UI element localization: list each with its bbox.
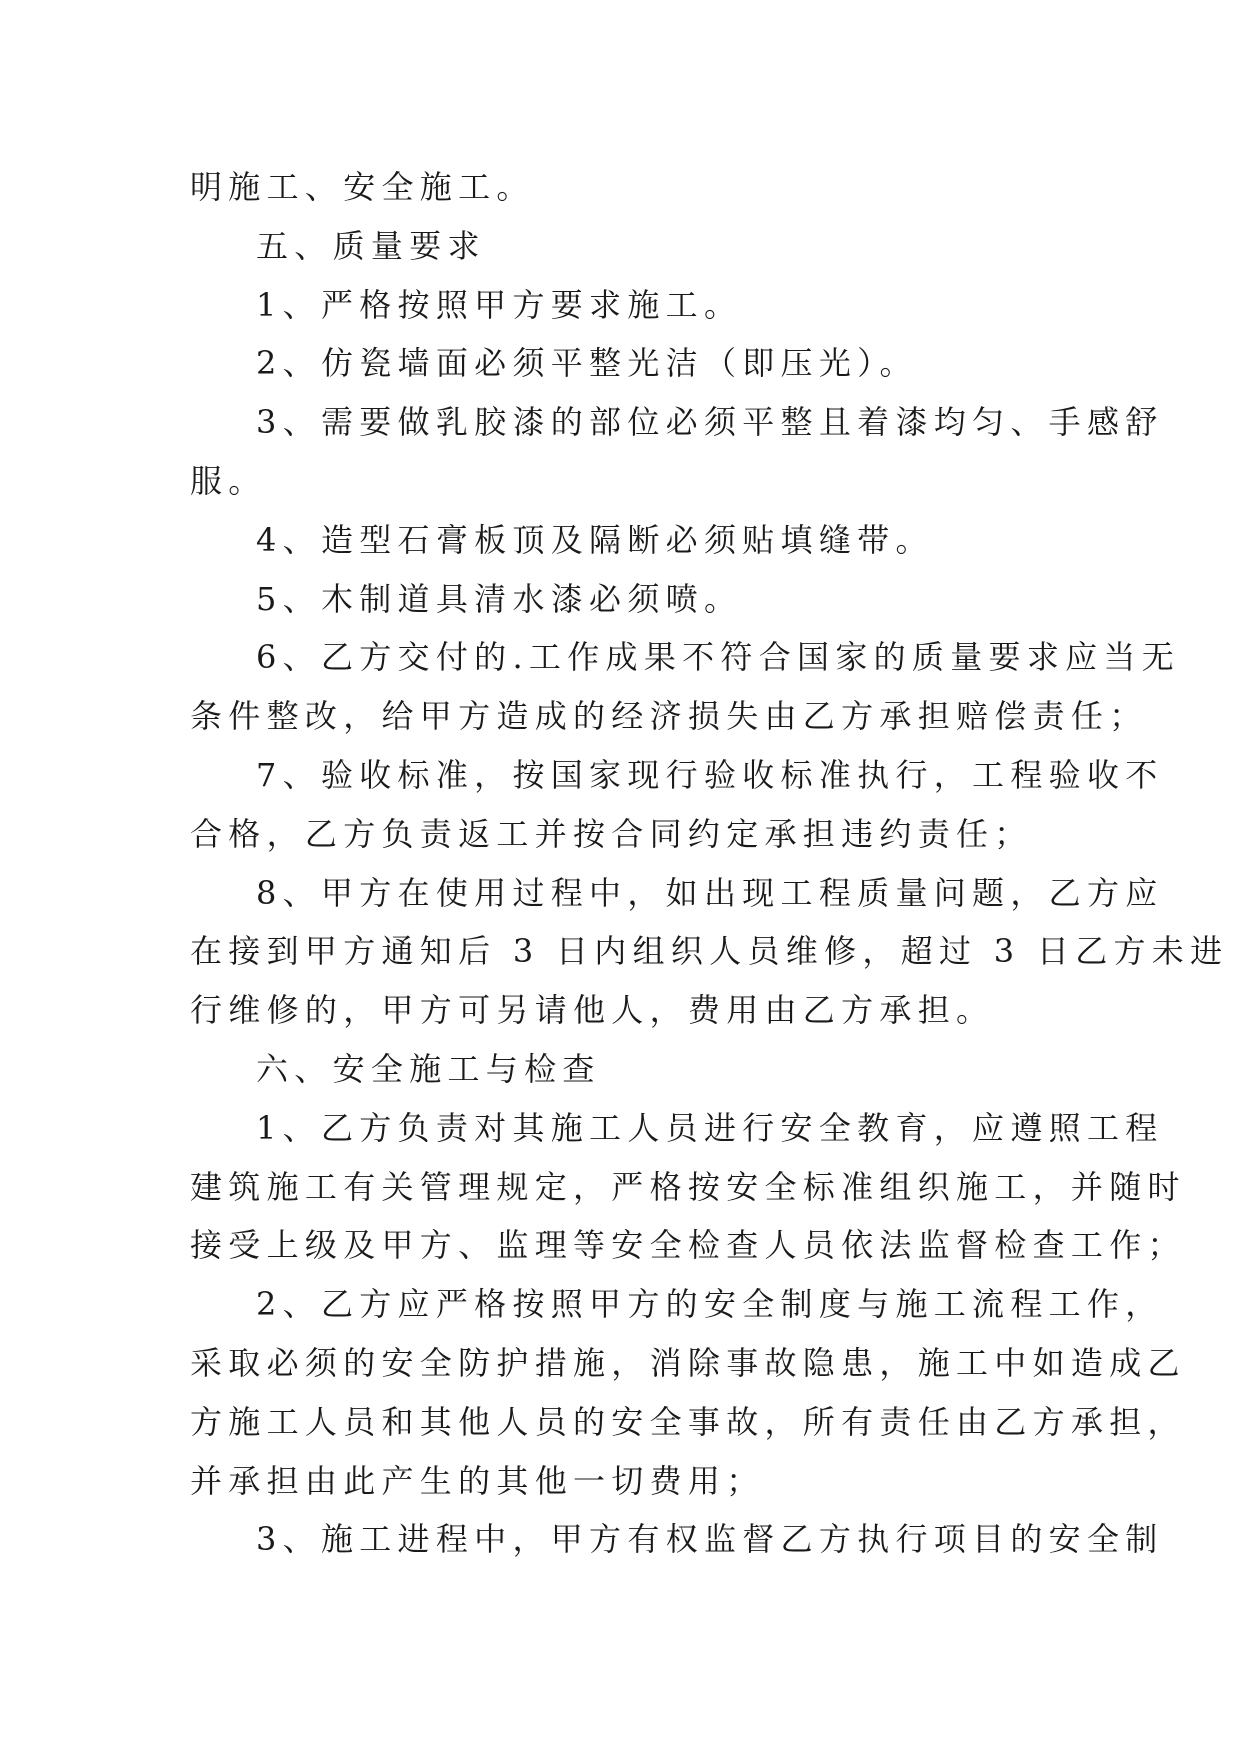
text-line: 3、需要做乳胶漆的部位必须平整且着漆均匀、手感舒 bbox=[256, 403, 1164, 442]
text-line: 并承担由此产生的其他一切费用； bbox=[190, 1461, 765, 1500]
text-line: 1、严格按照甲方要求施工。 bbox=[256, 285, 743, 324]
text-line: 在接到甲方通知后 3 日内组织人员维修，超过 3 日乙方未进 bbox=[190, 932, 1229, 971]
section-heading: 五、质量要求 bbox=[256, 226, 486, 265]
text-line: 5、木制道具清水漆必须喷。 bbox=[256, 579, 743, 618]
text-line: 行维修的，甲方可另请他人，费用由乙方承担。 bbox=[190, 991, 995, 1030]
text-line: 明施工、安全施工。 bbox=[190, 168, 535, 206]
text-line: 2、仿瓷墙面必须平整光洁（即压光）。 bbox=[256, 344, 918, 383]
text-line: 7、验收标准，按国家现行验收标准执行，工程验收不 bbox=[256, 755, 1164, 794]
text-line: 合格，乙方负责返工并按合同约定承担违约责任； bbox=[190, 814, 1033, 853]
section-heading: 六、安全施工与检查 bbox=[256, 1049, 601, 1088]
text-line: 条件整改，给甲方造成的经济损失由乙方承担赔偿责任； bbox=[190, 697, 1148, 736]
text-line: 8、甲方在使用过程中，如出现工程质量问题，乙方应 bbox=[256, 873, 1164, 912]
text-line: 3、施工进程中，甲方有权监督乙方执行项目的安全制 bbox=[256, 1520, 1164, 1559]
text-line: 采取必须的安全防护措施，消除事故隐患，施工中如造成乙 bbox=[190, 1343, 1186, 1382]
text-line: 服。 bbox=[190, 461, 267, 500]
text-line: 6、乙方交付的.工作成果不符合国家的质量要求应当无 bbox=[256, 638, 1181, 677]
text-line: 1、乙方负责对其施工人员进行安全教育，应遵照工程 bbox=[256, 1108, 1164, 1147]
text-line: 4、造型石膏板顶及隔断必须贴填缝带。 bbox=[256, 520, 934, 559]
text-line: 接受上级及甲方、监理等安全检查人员依法监督检查工作； bbox=[190, 1226, 1186, 1265]
text-line: 方施工人员和其他人员的安全事故，所有责任由乙方承担， bbox=[190, 1402, 1186, 1441]
document-body bbox=[190, 158, 1229, 1569]
text-line: 建筑施工有关管理规定，严格按安全标准组织施工，并随时 bbox=[190, 1167, 1186, 1206]
text-line: 2、乙方应严格按照甲方的安全制度与施工流程工作， bbox=[256, 1285, 1164, 1324]
